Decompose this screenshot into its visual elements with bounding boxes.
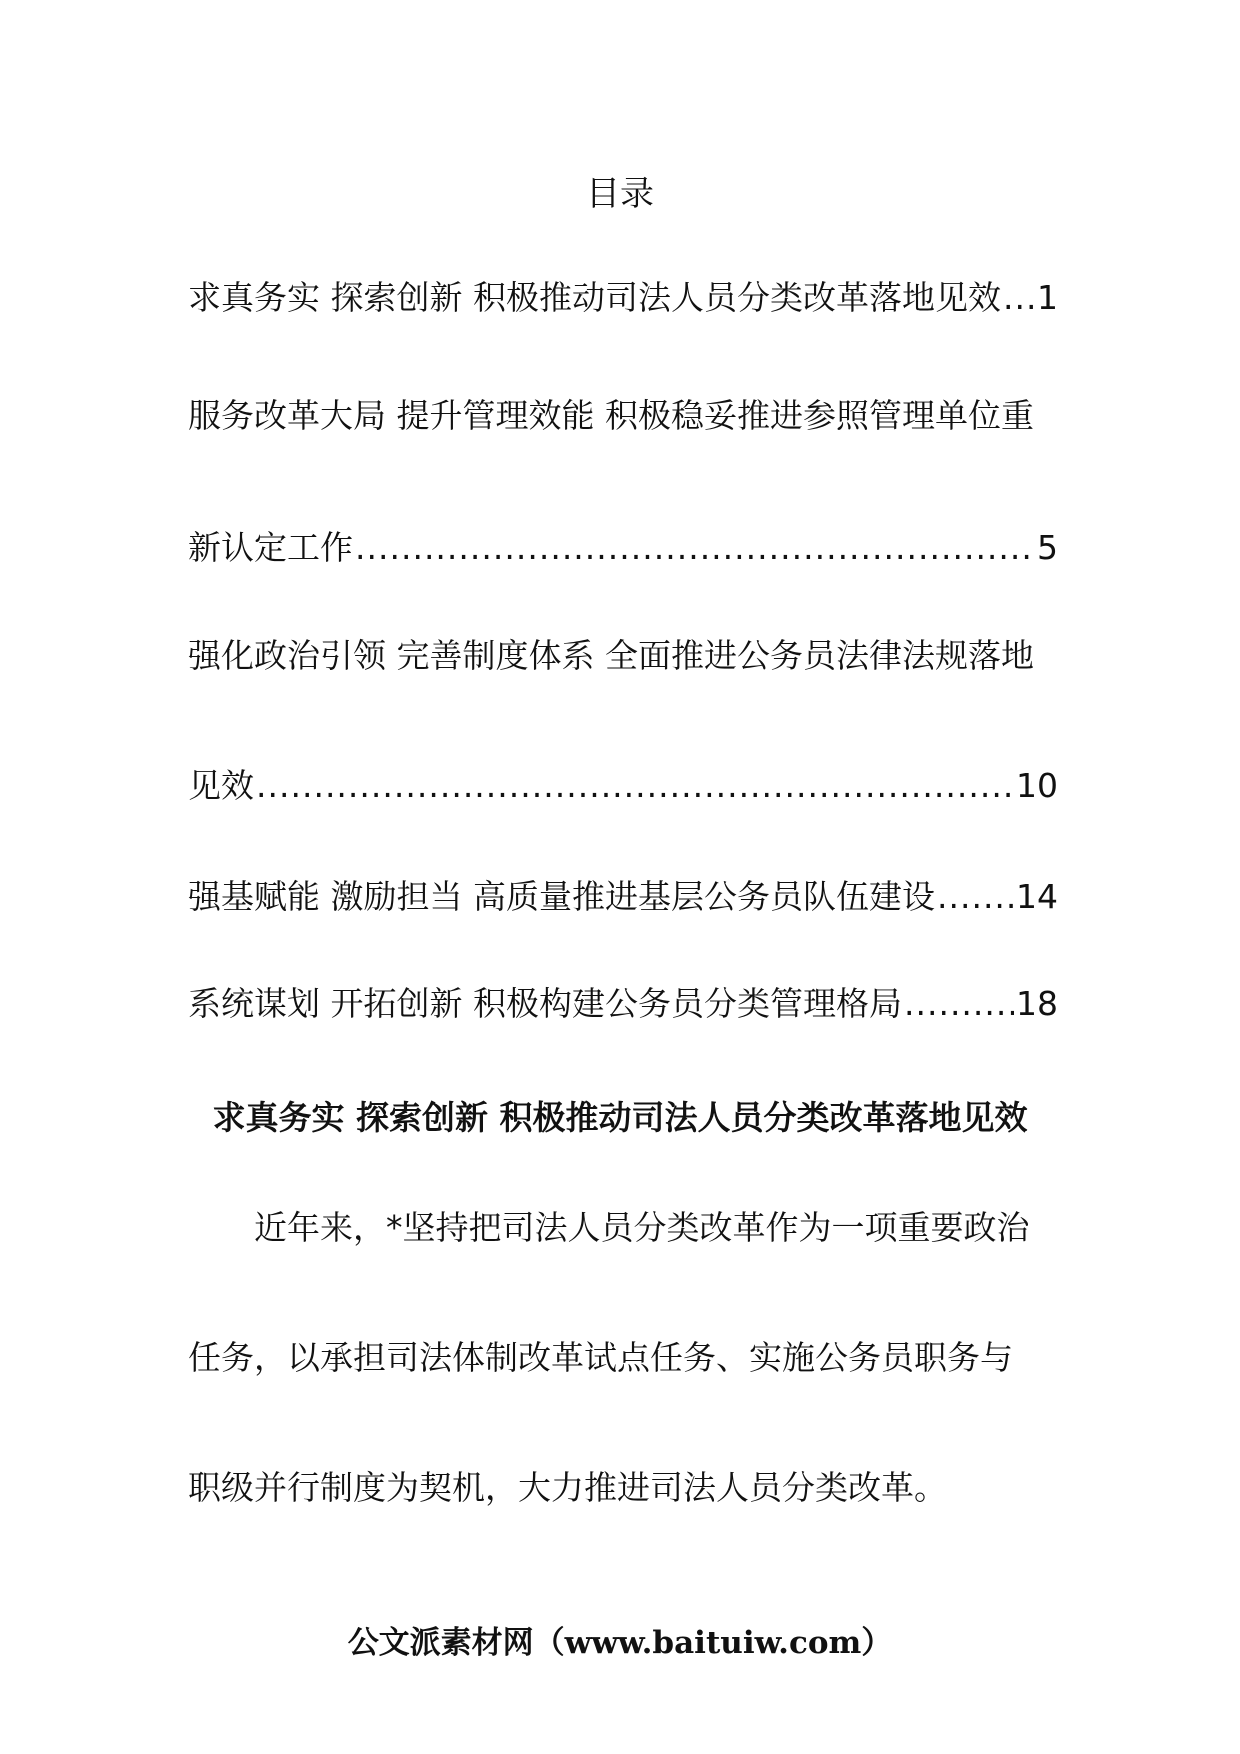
toc-leader-dots	[256, 764, 1014, 808]
toc-page-number: 1	[1037, 278, 1058, 317]
toc-leader-dots	[904, 982, 1014, 1026]
toc-entry-2-line-2[interactable]	[188, 526, 1058, 570]
paragraph-line: 职级并行制度为契机，大力推进司法人员分类改革。	[188, 1468, 947, 1507]
toc-entry-3-line-1[interactable]	[188, 634, 1058, 678]
toc-entry-title: 强化政治引领 完善制度体系 全面推进公务员法律法规落地	[188, 636, 1034, 675]
toc-entry-5[interactable]	[188, 982, 1058, 1026]
toc-entry-4[interactable]	[188, 875, 1058, 919]
toc-leader-dots	[1003, 276, 1035, 320]
toc-page-number: 14	[1016, 877, 1058, 916]
toc-entry-title: 见效	[188, 766, 254, 805]
toc-entry-title: 系统谋划 开拓创新 积极构建公务员分类管理格局	[188, 984, 902, 1023]
paragraph-line: 近年来，*坚持把司法人员分类改革作为一项重要政治	[254, 1208, 1030, 1247]
toc-entry-title: 新认定工作	[188, 528, 353, 567]
footer-watermark: 公文派素材网（www.baituiw.com）	[347, 1625, 893, 1661]
toc-entry-title: 服务改革大局 提升管理效能 积极稳妥推进参照管理单位重	[188, 396, 1034, 435]
toc-page-number: 5	[1037, 528, 1058, 567]
toc-leader-dots	[937, 875, 1014, 919]
toc-page-number: 18	[1016, 984, 1058, 1023]
toc-entry-title: 求真务实 探索创新 积极推动司法人员分类改革落地见效	[188, 278, 1001, 317]
toc-page-number: 10	[1016, 766, 1058, 805]
section-title: 求真务实 探索创新 积极推动司法人员分类改革落地见效	[212, 1098, 1028, 1137]
paragraph-line: 任务，以承担司法体制改革试点任务、实施公务员职务与	[188, 1338, 1013, 1377]
toc-entry-1[interactable]	[188, 276, 1058, 320]
toc-entry-2-line-1[interactable]	[188, 394, 1058, 438]
toc-heading: 目录	[586, 174, 654, 214]
toc-leader-dots	[355, 526, 1035, 570]
toc-entry-3-line-2[interactable]	[188, 764, 1058, 808]
toc-entry-title: 强基赋能 激励担当 高质量推进基层公务员队伍建设	[188, 877, 935, 916]
